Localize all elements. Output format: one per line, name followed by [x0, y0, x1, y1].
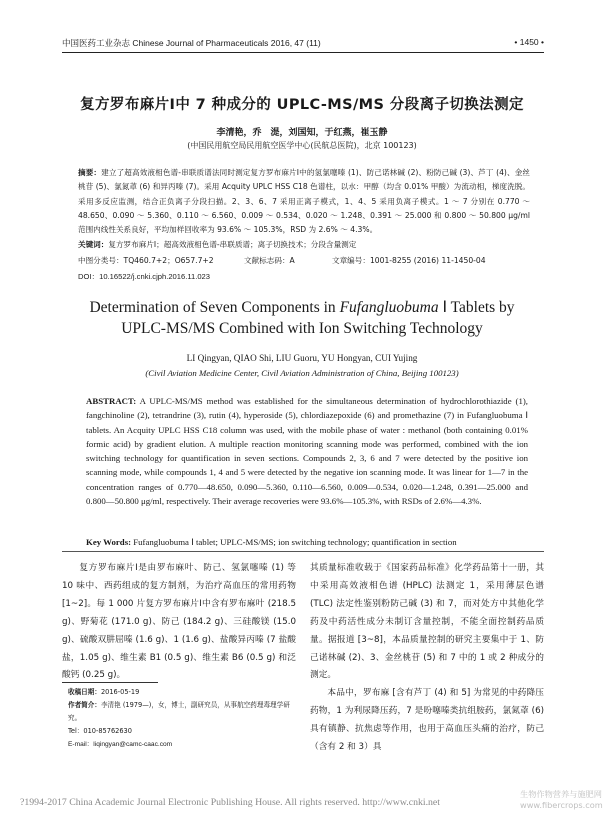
- author-bio: 作者简介：李清艳 (1979—)，女，博士，副研究员，从事航空药理毒理学研究。: [68, 701, 290, 722]
- english-keywords: [86, 537, 528, 548]
- footnote-divider: [62, 682, 158, 683]
- author-phone: Tel：010-85762630: [68, 727, 132, 735]
- footnotes: [68, 686, 294, 751]
- article-number: 文章编号：1001-8255 (2016) 11-1450-04: [332, 256, 486, 265]
- body-column-right: [310, 560, 544, 757]
- body-paragraph: 复方罗布麻片Ⅰ是由罗布麻叶、防己、氢氯噻嗪 (1) 等 10 味中、西药组成的复方制剂，为治疗高血压的常用药物 [1~2]。每 1 000 片复方罗布麻片Ⅰ中含有罗布麻叶 (218.5 g)、野菊花 (171.0 g)、防己 (184.2 g)、三硅酸镁 (15.0 g)、硫酸双肼屈嗪 (1.6 g)、1 (1.6 g)、盐酸异丙嗪 (7 盐酸盐，1.05 g)、维生素 B1 (0.5 g)、维生素 B6 (0.5 g) 和泛酸钙 (0.25 g)。: [62, 563, 296, 681]
- body-paragraph: 本品中，罗布麻 [含有芦丁 (4) 和 5] 为常见的中药降压药物，1 为利尿降压药，7 是吩噻嗪类抗组胺药，氯氮䓬 (6) 具有镇静、抗焦虑等作用，也用于高血压头痛的治疗，防己（含有 2 和 3）具: [310, 688, 544, 753]
- english-title: [0, 297, 604, 339]
- author-email: E-mail：liqingyan@camc-caac.com: [68, 741, 173, 748]
- copyright-footer: [20, 789, 603, 813]
- english-abstract-label: ABSTRACT:: [86, 396, 137, 406]
- body-paragraph: 其质量标准收载于《国家药品标准》化学药品第十一册，其中采用高效液相色谱 (HPLC) 法测定 1，采用薄层色谱 (TLC) 法定性鉴别粉防己碱 (3) 和 7，而对处方中其他化学药及中药活性成分未制订含量控制，不能全面控制药品质量。据报道 [3~8]，本品质量控制的研究主要集中于 1、防己诺林碱 (2)、3、金丝桃苷 (5) 和 7 中的 1 或 2 种成分的测定。: [310, 563, 544, 681]
- journal-name: 中国医药工业杂志 Chinese Journal of Pharmaceuticals 2016, 47 (11): [62, 38, 321, 48]
- clc-number: 中图分类号：TQ460.7+2；O657.7+2: [78, 256, 214, 265]
- english-abstract-text: A UPLC-MS/MS method was established for the simultaneous determination of hydrochlorothiazide (1), fangchinoline (2), tetrandrine (3), rutin (4), hyperoside (5), chlordiazepoxide (6) and promethazine (7) in Fufangluobuma Ⅰ tablets. An Acquity UPLC HSS C18 column was used, with the mobile phase of water : methanol (both containing 0.01% formic acid) by gradient elution. A multiple reaction monitoring scanning mode was performed, combined with the ion switching technology for quantification in seven sections. Compounds 2, 3, 6 and 7 were detected by the positive ion scanning mode, while compounds 1, 4 and 5 were detected by the negative ion scanning mode. It was linear for 1—7 in the concentration ranges of 0.770—48.650, 0.090—5.360, 0.110—6.560, 0.009—0.534, 0.020—1.248, 0.391—25.000 and 0.800—50.800 μg/ml, respectively. Their average recoveries were 93.6%—105.3%, with RSDs of 2.6%—4.3%.: [86, 396, 528, 507]
- document-code: 文献标志码：A: [244, 256, 295, 265]
- header-divider: [62, 52, 544, 53]
- watermark: 生物作物营养与施肥网 www.fibercrops.com: [520, 789, 603, 810]
- chinese-keywords-label: 关键词：: [78, 240, 109, 249]
- english-title-line1: Determination of Seven Components in Fufangluobuma Ⅰ Tablets by: [89, 299, 515, 316]
- english-affiliation: (Civil Aviation Medicine Center, Civil Aviation Administration of China, Beijing 100123): [145, 368, 459, 378]
- chinese-affiliation: (中国民用航空局民用航空医学中心(民航总医院)，北京 100123): [187, 141, 417, 150]
- received-date: 收稿日期：2016-05-19: [68, 688, 140, 696]
- english-authors: LI Qingyan, QIAO Shi, LIU Guoru, YU Hongyan, CUI Yujing: [186, 353, 418, 363]
- copyright-text: ?1994-2017 China Academic Journal Electronic Publishing House. All rights reserved. http://www.cnki.net: [20, 797, 441, 808]
- english-abstract: [86, 394, 528, 508]
- chinese-authors: 李清艳，乔 湜，刘国知，于红燕，崔玉静: [216, 128, 388, 138]
- english-keywords-text: Fufangluobuma Ⅰ tablet; UPLC-MS/MS; ion switching technology; quantification in section: [133, 537, 457, 547]
- english-keywords-label: Key Words:: [86, 537, 132, 547]
- body-column-left: [62, 560, 296, 685]
- english-title-line2: UPLC-MS/MS Combined with Ion Switching Technology: [121, 320, 483, 337]
- chinese-keywords-text: 复方罗布麻片Ⅰ；超高效液相色谱-串联质谱；离子切换技术；分段含量测定: [108, 240, 357, 249]
- chinese-abstract-label: 摘要：: [78, 168, 102, 177]
- chinese-title: 复方罗布麻片Ⅰ中 7 种成分的 UPLC-MS/MS 分段离子切换法测定: [80, 97, 524, 113]
- page-number: • 1450 •: [514, 37, 544, 47]
- body-divider: [62, 551, 544, 552]
- doi: DOI：10.16522/j.cnki.cjph.2016.11.023: [78, 272, 210, 281]
- english-title-italic: Fufangluobuma: [339, 299, 439, 316]
- chinese-keywords: [78, 239, 530, 250]
- classification-line: [78, 255, 530, 267]
- chinese-abstract: [78, 166, 530, 237]
- chinese-abstract-text: 建立了超高效液相色谱-串联质谱法同时测定复方罗布麻片Ⅰ中的氢氯噻嗪 (1)、防己诺林碱 (2)、粉防己碱 (3)、芦丁 (4)、金丝桃苷 (5)、氯氮䓬 (6) 和异丙嗪 (7)。采用 Acquity UPLC HSS C18 色谱柱，以水：甲醇（均含 0.01% 甲酸）为流动相，梯度洗脱。采用多反应监测，结合正负离子分段扫描。2、3、6、7 采用正离子模式，1、4、5 采用负离子模式。1 ～ 7 分别在 0.770 ～ 48.650、0.090 ～ 5.360、0.110 ～ 6.560、0.009 ～ 0.534、0.020 ～ 1.248、0.391 ～ 25.000 和 0.800 ～ 50.800 μg/ml 范围内线性关系良好，平均加样回收率为 93.6% ～ 105.3%，RSD 为 2.6% ～ 4.3%。: [78, 168, 531, 235]
- running-header: [62, 37, 544, 51]
